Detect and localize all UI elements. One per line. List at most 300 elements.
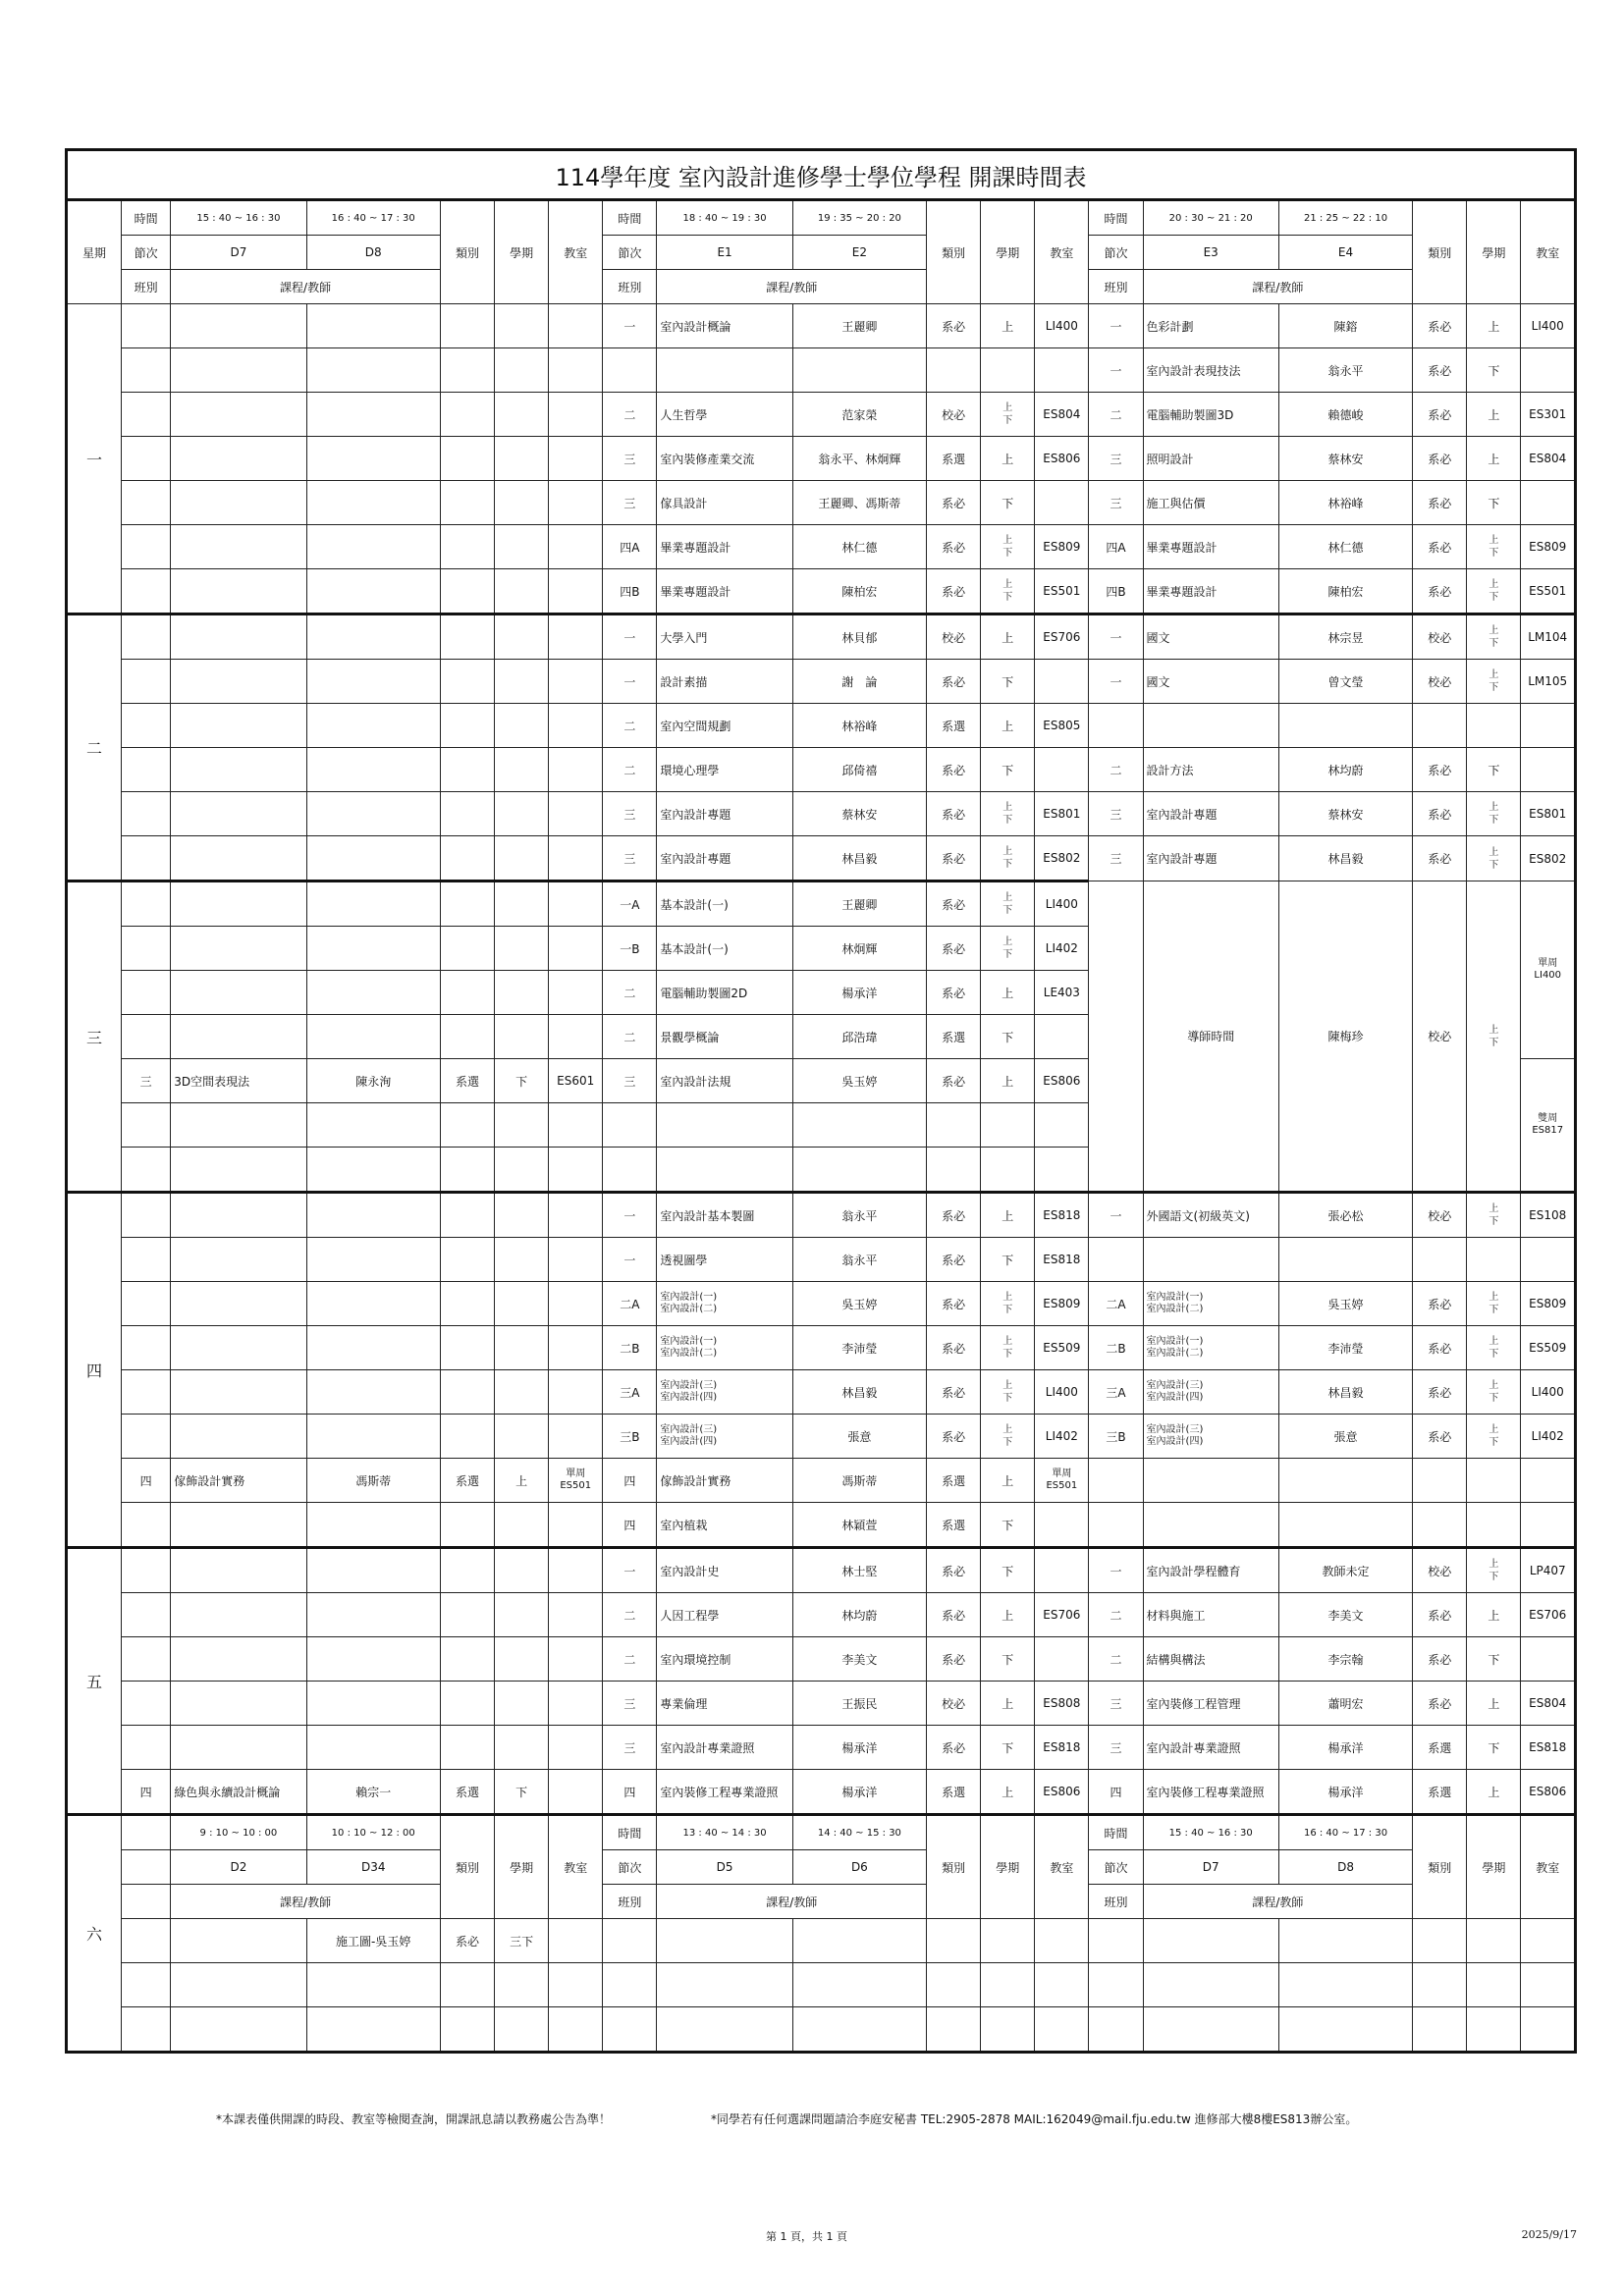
- class-cell: [122, 1682, 171, 1726]
- room-cell: [1521, 1238, 1576, 1282]
- term-cell: [495, 569, 549, 614]
- course-cell: 外國語文(初級英文): [1143, 1193, 1278, 1238]
- type-cell: 校必: [927, 614, 981, 660]
- room-cell: ES818: [1035, 1238, 1089, 1282]
- course-cell: 國文: [1143, 614, 1278, 660]
- term-cell: 上: [981, 1682, 1035, 1726]
- time-slot: 21 : 25 ~ 22 : 10: [1278, 200, 1412, 236]
- room-cell: ES806: [1521, 1770, 1576, 1815]
- time-label: 時間: [1089, 200, 1143, 236]
- teacher-cell: 陳柏宏: [792, 569, 926, 614]
- term-cell: 下: [981, 1726, 1035, 1770]
- room-cell: [549, 1282, 603, 1326]
- teacher-cell: 邱浩瑋: [792, 1015, 926, 1059]
- room-cell: ES809: [1521, 525, 1576, 569]
- term-cell: 上 下: [1467, 614, 1521, 660]
- teacher-cell: [306, 1103, 440, 1148]
- footer-note-1: *本課表僅供開課的時段、教室等檢閱查詢，開課訊息請以教務處公告為準！: [216, 2112, 612, 2126]
- cell: [1035, 1963, 1089, 2007]
- term-cell: 上 下: [981, 1415, 1035, 1459]
- room-cell: [549, 1238, 603, 1282]
- room-cell: LI402: [1035, 1415, 1089, 1459]
- room-cell: [1035, 660, 1089, 704]
- term-cell: [495, 304, 549, 348]
- term-cell: [495, 1548, 549, 1593]
- cell: [1089, 2007, 1143, 2053]
- time-label: 時間: [603, 1815, 657, 1850]
- room-cell: [549, 971, 603, 1015]
- term-cell: 上: [981, 437, 1035, 481]
- class-cell: [122, 836, 171, 881]
- class-cell: 三B: [603, 1415, 657, 1459]
- term-cell: 三下: [495, 1919, 549, 1963]
- time-slot: 13 : 40 ~ 14 : 30: [657, 1815, 792, 1850]
- term-cell: 下: [981, 1548, 1035, 1593]
- room-cell: LP407: [1521, 1548, 1576, 1593]
- type-cell: [440, 304, 494, 348]
- type-cell: 校必: [1413, 1193, 1467, 1238]
- time-label: 時間: [122, 200, 171, 236]
- class-cell: 三A: [1089, 1370, 1143, 1415]
- cell: [171, 2007, 306, 2053]
- cell: [1278, 1919, 1412, 1963]
- type-cell: 系必: [1413, 1682, 1467, 1726]
- term-cell: [495, 348, 549, 393]
- course-cell: 透視圖學: [657, 1238, 792, 1282]
- term-cell: 下: [1467, 748, 1521, 792]
- term-cell: [981, 1103, 1035, 1148]
- class-cell: [122, 1415, 171, 1459]
- course-cell: 人生哲學: [657, 393, 792, 437]
- teacher-cell: 王振民: [792, 1682, 926, 1726]
- class-cell: 三: [603, 1682, 657, 1726]
- class-cell: 三: [603, 1059, 657, 1103]
- type-cell: [1413, 1503, 1467, 1548]
- course-cell: [171, 660, 306, 704]
- table-row: [67, 2007, 1576, 2053]
- cell: [657, 1963, 792, 2007]
- teacher-cell: 翁永平: [792, 1193, 926, 1238]
- cell: [495, 2007, 549, 2053]
- course-cell: [171, 1593, 306, 1637]
- room-cell: ES809: [1035, 525, 1089, 569]
- type-cell: [440, 881, 494, 927]
- term-cell: 上 下: [981, 569, 1035, 614]
- type-cell: 系選: [927, 1015, 981, 1059]
- weekday-cell: 二: [67, 614, 122, 881]
- class-label: 班別: [603, 270, 657, 304]
- course-cell: [171, 1370, 306, 1415]
- type-cell: 系必: [927, 660, 981, 704]
- room-cell: [1521, 1459, 1576, 1503]
- room-cell: ES806: [1035, 437, 1089, 481]
- class-cell: 三: [1089, 836, 1143, 881]
- table-row: [67, 836, 1576, 881]
- type-cell: [440, 1503, 494, 1548]
- type-header: 類別: [927, 200, 981, 304]
- room-cell: [549, 1503, 603, 1548]
- course-cell: [171, 836, 306, 881]
- type-cell: 校必: [1413, 1548, 1467, 1593]
- table-row: [67, 748, 1576, 792]
- teacher-cell: 吳玉婷: [792, 1282, 926, 1326]
- teacher-cell: 林昌毅: [1278, 836, 1412, 881]
- term-cell: 下: [981, 1015, 1035, 1059]
- room-header: 教室: [1521, 1815, 1576, 1919]
- room-cell: [549, 660, 603, 704]
- term-cell: 上: [1467, 1682, 1521, 1726]
- teacher-cell: 賴德峻: [1278, 393, 1412, 437]
- term-cell: 上 下: [1467, 1326, 1521, 1370]
- term-cell: 上: [981, 704, 1035, 748]
- course-cell: 室內裝修工程專業證照: [657, 1770, 792, 1815]
- room-cell: LI402: [1035, 927, 1089, 971]
- teacher-cell: [306, 1682, 440, 1726]
- room-cell: ES818: [1035, 1726, 1089, 1770]
- term-cell: 上 下: [981, 927, 1035, 971]
- room-cell: [549, 1637, 603, 1682]
- time-slot: 15 : 40 ~ 16 : 30: [171, 200, 306, 236]
- type-cell: [440, 393, 494, 437]
- time-label: [122, 1815, 171, 1850]
- room-cell: [549, 614, 603, 660]
- type-cell: 系必: [927, 525, 981, 569]
- course-cell: [171, 1148, 306, 1193]
- class-cell: [122, 437, 171, 481]
- type-cell: 校必: [1413, 660, 1467, 704]
- table-row: [67, 614, 1576, 660]
- course-teacher-header: 課程/教師: [1143, 1885, 1413, 1919]
- course-cell: [171, 1326, 306, 1370]
- teacher-cell: 馮斯蒂: [306, 1459, 440, 1503]
- teacher-cell: [306, 348, 440, 393]
- class-cell: [1089, 1459, 1143, 1503]
- type-cell: 系選: [927, 704, 981, 748]
- class-cell: [1089, 881, 1143, 1193]
- type-header: 類別: [440, 200, 494, 304]
- cell: [1467, 1963, 1521, 2007]
- course-cell: 3D空間表現法: [171, 1059, 306, 1103]
- room-header: 教室: [549, 200, 603, 304]
- class-cell: [122, 881, 171, 927]
- room-cell: [1035, 481, 1089, 525]
- type-cell: [440, 792, 494, 836]
- course-cell: 室內設計專業證照: [1143, 1726, 1278, 1770]
- type-cell: 系選: [927, 437, 981, 481]
- class-cell: [122, 525, 171, 569]
- time-slot: 14 : 40 ~ 15 : 30: [792, 1815, 926, 1850]
- teacher-cell: [306, 1015, 440, 1059]
- term-cell: 上 下: [1467, 1415, 1521, 1459]
- table-row: [67, 304, 1576, 348]
- term-cell: 下: [981, 660, 1035, 704]
- teacher-cell: [306, 1548, 440, 1593]
- table-row: [67, 150, 1576, 200]
- teacher-cell: [306, 1282, 440, 1326]
- room-cell: [549, 836, 603, 881]
- type-cell: 系必: [440, 1919, 494, 1963]
- type-cell: 系選: [1413, 1726, 1467, 1770]
- class-cell: 三: [1089, 437, 1143, 481]
- term-cell: [495, 525, 549, 569]
- course-cell: 室內設計表現技法: [1143, 348, 1278, 393]
- class-cell: 四: [603, 1770, 657, 1815]
- type-cell: 系必: [927, 1193, 981, 1238]
- course-cell: 室內設計概論: [657, 304, 792, 348]
- weekday-cell: 六: [67, 1815, 122, 2053]
- course-cell: [171, 525, 306, 569]
- table-row: [67, 569, 1576, 614]
- term-cell: 上: [981, 1593, 1035, 1637]
- type-cell: 系必: [927, 748, 981, 792]
- course-cell: 大學入門: [657, 614, 792, 660]
- cell: [1467, 2007, 1521, 2053]
- class-cell: [122, 1593, 171, 1637]
- teacher-cell: 陳鎔: [1278, 304, 1412, 348]
- term-cell: 上 下: [1467, 660, 1521, 704]
- type-cell: 系必: [1413, 393, 1467, 437]
- course-cell: 導師時間: [1143, 881, 1278, 1193]
- room-cell: [1035, 348, 1089, 393]
- type-cell: 系必: [927, 792, 981, 836]
- class-cell: [122, 660, 171, 704]
- room-cell: [1521, 481, 1576, 525]
- class-cell: 三: [603, 836, 657, 881]
- cell: [1521, 1963, 1576, 2007]
- type-cell: [1413, 1238, 1467, 1282]
- term-header: 學期: [981, 200, 1035, 304]
- class-cell: [122, 481, 171, 525]
- teacher-cell: 陳永洵: [306, 1059, 440, 1103]
- class-cell: [122, 1015, 171, 1059]
- course-cell: 材料與施工: [1143, 1593, 1278, 1637]
- course-teacher-header: 課程/教師: [171, 270, 441, 304]
- room-cell: [1035, 1103, 1089, 1148]
- term-cell: 上 下: [1467, 836, 1521, 881]
- period-code: D7: [1143, 1850, 1278, 1885]
- cell: [1143, 1919, 1278, 1963]
- cell: [603, 1963, 657, 2007]
- term-cell: 上: [981, 971, 1035, 1015]
- course-cell: [171, 881, 306, 927]
- table-row: [67, 236, 1576, 270]
- type-cell: 系必: [1413, 1415, 1467, 1459]
- table-row: [67, 881, 1576, 927]
- class-cell: [1089, 704, 1143, 748]
- table-row: [67, 704, 1576, 748]
- teacher-cell: [306, 1503, 440, 1548]
- teacher-cell: [1278, 1459, 1412, 1503]
- teacher-cell: 陳梅珍: [1278, 881, 1412, 1193]
- course-cell: 傢具設計: [657, 481, 792, 525]
- course-cell: 人因工程學: [657, 1593, 792, 1637]
- term-cell: [495, 1326, 549, 1370]
- cell: [1089, 1963, 1143, 2007]
- course-cell: 室內設計(三) 室內設計(四): [657, 1370, 792, 1415]
- footer-note-2: *同學若有任何選課問題請洽李庭安秘書 TEL:2905-2878 MAIL:162049@mail.fju.edu.tw 進修部大樓8樓ES813辦公室。: [711, 2112, 1358, 2126]
- cell: [171, 1919, 306, 1963]
- term-header: 學期: [1467, 200, 1521, 304]
- teacher-cell: 蔡林安: [1278, 437, 1412, 481]
- room-cell: [1521, 748, 1576, 792]
- teacher-cell: [792, 1103, 926, 1148]
- course-cell: 傢飾設計實務: [171, 1459, 306, 1503]
- class-cell: 一: [1089, 1193, 1143, 1238]
- term-cell: 上 下: [981, 792, 1035, 836]
- teacher-cell: 張意: [1278, 1415, 1412, 1459]
- course-cell: [1143, 1503, 1278, 1548]
- term-cell: 上 下: [981, 1326, 1035, 1370]
- term-cell: 上 下: [1467, 525, 1521, 569]
- teacher-cell: 蔡林安: [1278, 792, 1412, 836]
- course-cell: [171, 704, 306, 748]
- class-cell: 四: [122, 1459, 171, 1503]
- teacher-cell: 賴宗一: [306, 1770, 440, 1815]
- term-header: 學期: [1467, 1815, 1521, 1919]
- teacher-cell: 張意: [792, 1415, 926, 1459]
- term-cell: 上 下: [981, 836, 1035, 881]
- teacher-cell: 李美文: [1278, 1593, 1412, 1637]
- course-cell: [1143, 704, 1278, 748]
- term-cell: [495, 614, 549, 660]
- class-cell: 三: [1089, 481, 1143, 525]
- class-cell: 一: [603, 660, 657, 704]
- room-cell: ES301: [1521, 393, 1576, 437]
- teacher-cell: 林均蔚: [1278, 748, 1412, 792]
- room-cell: [549, 927, 603, 971]
- class-cell: 三B: [1089, 1415, 1143, 1459]
- cell: [1035, 1919, 1089, 1963]
- type-cell: 系必: [927, 304, 981, 348]
- term-cell: 上: [495, 1459, 549, 1503]
- type-header: 類別: [440, 1815, 494, 1919]
- teacher-cell: [306, 1238, 440, 1282]
- room-cell: [549, 348, 603, 393]
- room-cell: [549, 1593, 603, 1637]
- schedule-table: [65, 148, 1577, 2054]
- term-cell: 上: [981, 1459, 1035, 1503]
- class-cell: 一: [603, 1193, 657, 1238]
- term-cell: 下: [495, 1059, 549, 1103]
- teacher-cell: 李宗翰: [1278, 1637, 1412, 1682]
- type-cell: 系必: [927, 836, 981, 881]
- time-label: 時間: [603, 200, 657, 236]
- course-cell: [171, 1637, 306, 1682]
- term-cell: 上: [1467, 1770, 1521, 1815]
- class-cell: 三: [603, 437, 657, 481]
- class-cell: 四: [1089, 1770, 1143, 1815]
- room-cell: [549, 1770, 603, 1815]
- course-cell: [1143, 1459, 1278, 1503]
- room-cell: ES802: [1521, 836, 1576, 881]
- course-cell: 室內裝修產業交流: [657, 437, 792, 481]
- type-cell: 系必: [927, 927, 981, 971]
- type-cell: 系必: [927, 1637, 981, 1682]
- course-cell: [171, 304, 306, 348]
- teacher-cell: [306, 660, 440, 704]
- cell: [1035, 2007, 1089, 2053]
- type-cell: 系必: [927, 1238, 981, 1282]
- type-cell: [440, 437, 494, 481]
- teacher-cell: [306, 481, 440, 525]
- cell: [792, 2007, 926, 2053]
- teacher-cell: 翁永平、林炯輝: [792, 437, 926, 481]
- course-teacher-header: 課程/教師: [1143, 270, 1413, 304]
- class-cell: 三: [122, 1059, 171, 1103]
- room-cell: [549, 1015, 603, 1059]
- teacher-cell: 邱倚禧: [792, 748, 926, 792]
- type-cell: [440, 481, 494, 525]
- room-cell: [1035, 1015, 1089, 1059]
- term-cell: 下: [981, 1503, 1035, 1548]
- period-code: D2: [171, 1850, 306, 1885]
- term-cell: [495, 1015, 549, 1059]
- term-cell: 上 下: [1467, 569, 1521, 614]
- teacher-cell: [306, 1726, 440, 1770]
- cell: [603, 1919, 657, 1963]
- cell: [1143, 2007, 1278, 2053]
- table-row: [67, 1238, 1576, 1282]
- type-cell: 校必: [927, 393, 981, 437]
- period-label: [122, 1850, 171, 1885]
- teacher-cell: [306, 1593, 440, 1637]
- room-cell: ES509: [1035, 1326, 1089, 1370]
- class-cell: 二B: [1089, 1326, 1143, 1370]
- class-cell: [122, 1326, 171, 1370]
- type-cell: 系必: [1413, 525, 1467, 569]
- type-cell: 系必: [1413, 481, 1467, 525]
- course-cell: 室內設計(三) 室內設計(四): [657, 1415, 792, 1459]
- course-cell: [171, 1682, 306, 1726]
- room-cell: [1521, 1637, 1576, 1682]
- teacher-cell: 林均蔚: [792, 1593, 926, 1637]
- teacher-cell: 林昌毅: [792, 1370, 926, 1415]
- table-row: [67, 1885, 1576, 1919]
- teacher-cell: [306, 1326, 440, 1370]
- class-cell: 二: [603, 704, 657, 748]
- course-cell: 室內設計法規: [657, 1059, 792, 1103]
- class-cell: 一: [603, 1238, 657, 1282]
- course-cell: 畢業專題設計: [657, 525, 792, 569]
- time-slot: 10 : 10 ~ 12 : 00: [306, 1815, 440, 1850]
- class-cell: 三: [1089, 1682, 1143, 1726]
- type-cell: 系選: [1413, 1770, 1467, 1815]
- teacher-cell: [792, 348, 926, 393]
- teacher-cell: [306, 393, 440, 437]
- course-cell: 畢業專題設計: [1143, 569, 1278, 614]
- room-cell: LI400: [1035, 1370, 1089, 1415]
- course-cell: 國文: [1143, 660, 1278, 704]
- type-cell: [440, 927, 494, 971]
- room-cell: [1521, 1503, 1576, 1548]
- table-row: [67, 1919, 1576, 1963]
- teacher-cell: 王麗卿: [792, 881, 926, 927]
- class-cell: [122, 1370, 171, 1415]
- type-cell: 校必: [1413, 881, 1467, 1193]
- course-cell: 電腦輔助製圖3D: [1143, 393, 1278, 437]
- class-label: 班別: [1089, 1885, 1143, 1919]
- class-cell: 一: [1089, 348, 1143, 393]
- room-cell: ES509: [1521, 1326, 1576, 1370]
- term-cell: 下: [1467, 481, 1521, 525]
- class-cell: [122, 614, 171, 660]
- type-cell: 系必: [1413, 348, 1467, 393]
- table-row: [67, 393, 1576, 437]
- teacher-cell: [306, 304, 440, 348]
- room-header: 教室: [1521, 200, 1576, 304]
- time-slot: 16 : 40 ~ 17 : 30: [306, 200, 440, 236]
- course-cell: 施工與估價: [1143, 481, 1278, 525]
